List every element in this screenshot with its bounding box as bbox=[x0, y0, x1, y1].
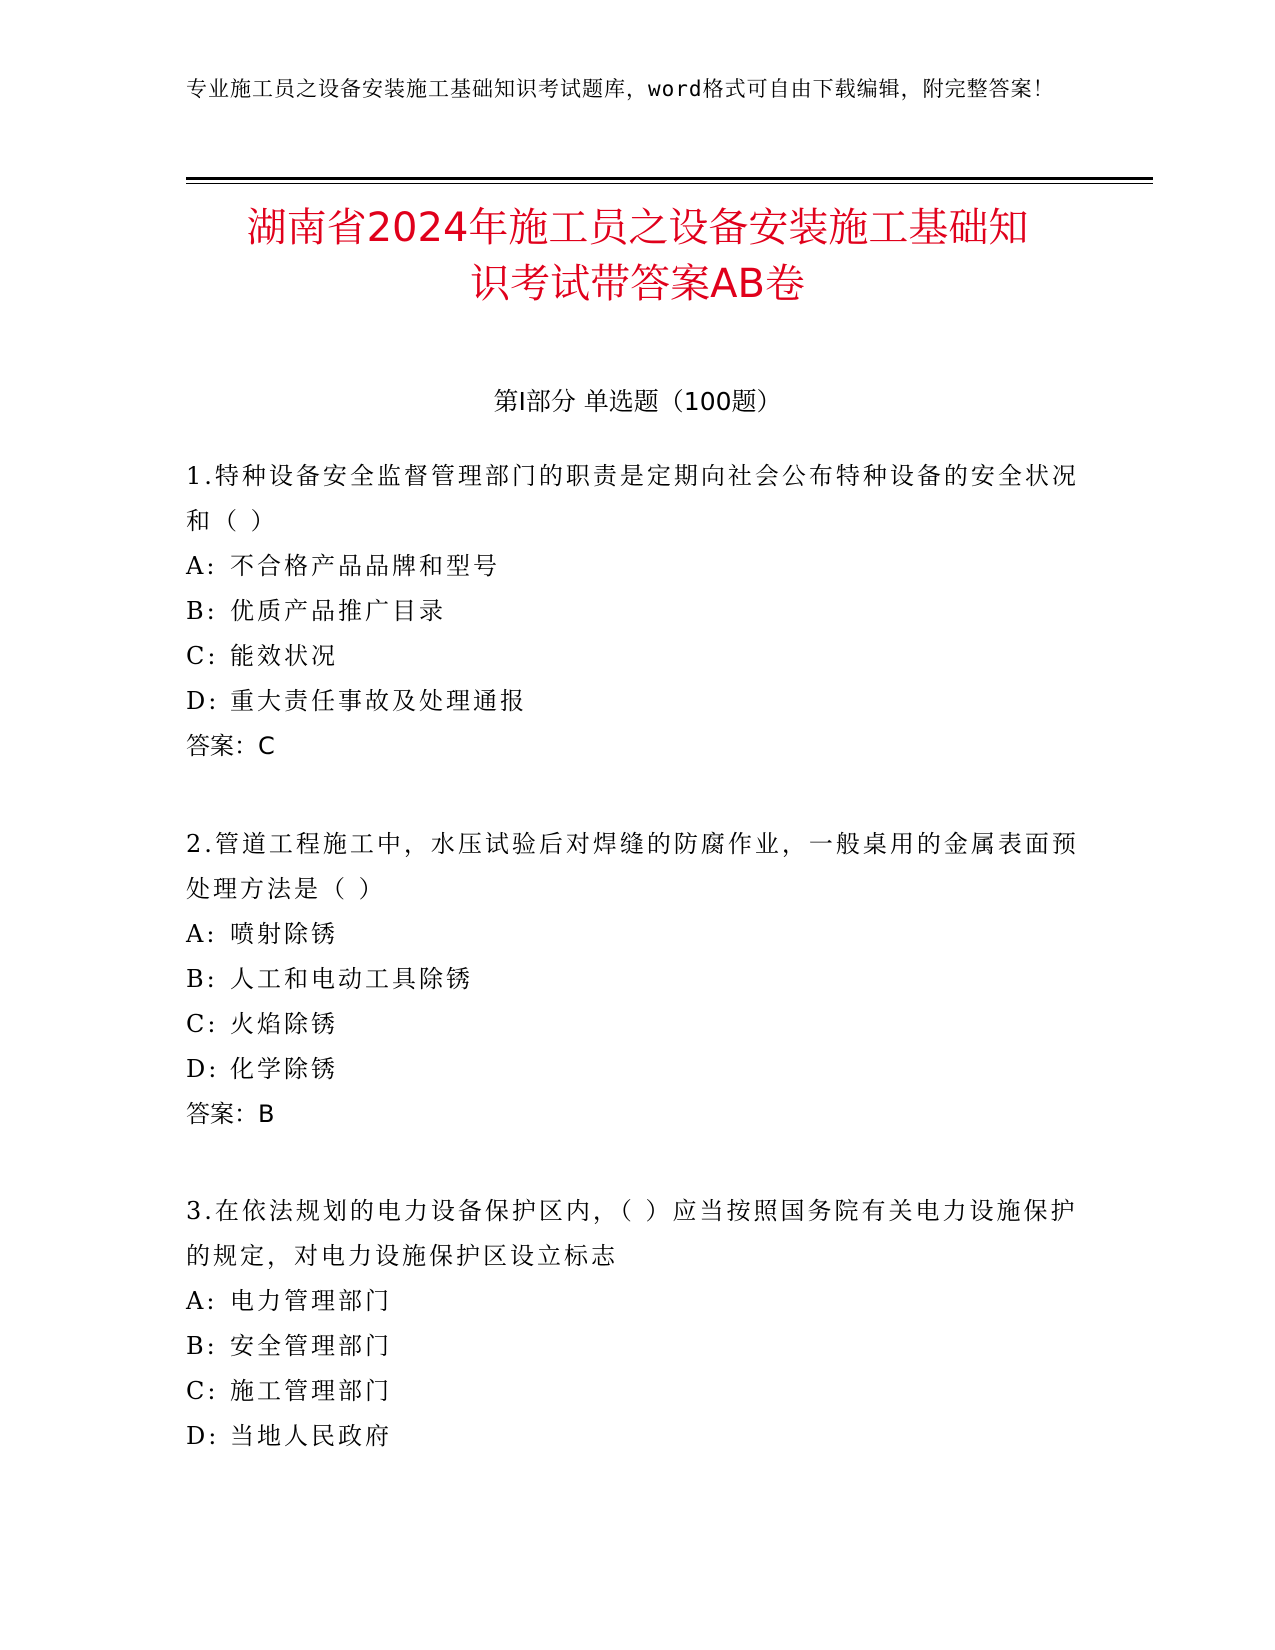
question-option-c bbox=[186, 634, 1086, 679]
question-option-a bbox=[186, 912, 1086, 957]
header-rule-thick bbox=[186, 177, 1153, 180]
question-option-b bbox=[186, 589, 1086, 634]
option-text: 能效状况 bbox=[230, 642, 338, 670]
option-letter: D: bbox=[186, 1055, 220, 1083]
question-option-d bbox=[186, 1414, 1086, 1459]
question-option-b bbox=[186, 957, 1086, 1002]
section-heading: 第I部分 单选题（100题） bbox=[493, 387, 782, 416]
question-option-d bbox=[186, 679, 1086, 724]
option-text: 施工管理部门 bbox=[230, 1377, 392, 1405]
option-text: 化学除锈 bbox=[230, 1055, 338, 1083]
question-option-c bbox=[186, 1002, 1086, 1047]
question-3 bbox=[186, 1189, 1086, 1459]
option-letter: D: bbox=[186, 1422, 220, 1450]
option-letter: C: bbox=[186, 1377, 219, 1405]
option-text: 火焰除锈 bbox=[230, 1010, 338, 1038]
question-option-b bbox=[186, 1324, 1086, 1369]
question-option-d bbox=[186, 1047, 1086, 1092]
question-option-a bbox=[186, 1279, 1086, 1324]
option-letter: A: bbox=[186, 1287, 218, 1315]
option-text: 不合格产品品牌和型号 bbox=[230, 552, 500, 580]
question-1 bbox=[186, 454, 1086, 769]
question-stem: 1.特种设备安全监督管理部门的职责是定期向社会公布特种设备的安全状况和（ ） bbox=[186, 462, 1079, 535]
document-title-line-2: 识考试带答案AB卷 bbox=[470, 261, 805, 307]
question-option-c bbox=[186, 1369, 1086, 1414]
option-letter: C: bbox=[186, 642, 219, 670]
option-letter: A: bbox=[186, 552, 218, 580]
question-answer: 答案：B bbox=[186, 1100, 275, 1128]
option-letter: B: bbox=[186, 1332, 218, 1360]
option-letter: D: bbox=[186, 687, 220, 715]
option-text: 电力管理部门 bbox=[230, 1287, 392, 1315]
option-text: 安全管理部门 bbox=[230, 1332, 392, 1360]
option-letter: A: bbox=[186, 920, 218, 948]
question-stem: 2.管道工程施工中，水压试验后对焊缝的防腐作业，一般桌用的金属表面预处理方法是（ ） bbox=[186, 830, 1079, 903]
question-answer: 答案：C bbox=[186, 732, 275, 760]
option-text: 喷射除锈 bbox=[230, 920, 338, 948]
option-letter: B: bbox=[186, 965, 218, 993]
document-title-line-1: 湖南省2024年施工员之设备安装施工基础知 bbox=[246, 205, 1029, 251]
option-text: 优质产品推广目录 bbox=[230, 597, 446, 625]
document-title bbox=[120, 200, 1155, 312]
question-stem: 3.在依法规划的电力设备保护区内，（ ）应当按照国务院有关电力设施保护的规定，对电力设施保护区设立标志 bbox=[186, 1197, 1078, 1270]
option-text: 重大责任事故及处理通报 bbox=[230, 687, 527, 715]
question-option-a bbox=[186, 544, 1086, 589]
option-text: 当地人民政府 bbox=[230, 1422, 392, 1450]
option-text: 人工和电动工具除锈 bbox=[230, 965, 473, 993]
question-2 bbox=[186, 822, 1086, 1137]
option-letter: B: bbox=[186, 597, 218, 625]
option-letter: C: bbox=[186, 1010, 219, 1038]
intro-text: 专业施工员之设备安装施工基础知识考试题库，word格式可自由下载编辑，附完整答案！ bbox=[186, 77, 1055, 101]
header-rule-thin bbox=[186, 183, 1153, 184]
